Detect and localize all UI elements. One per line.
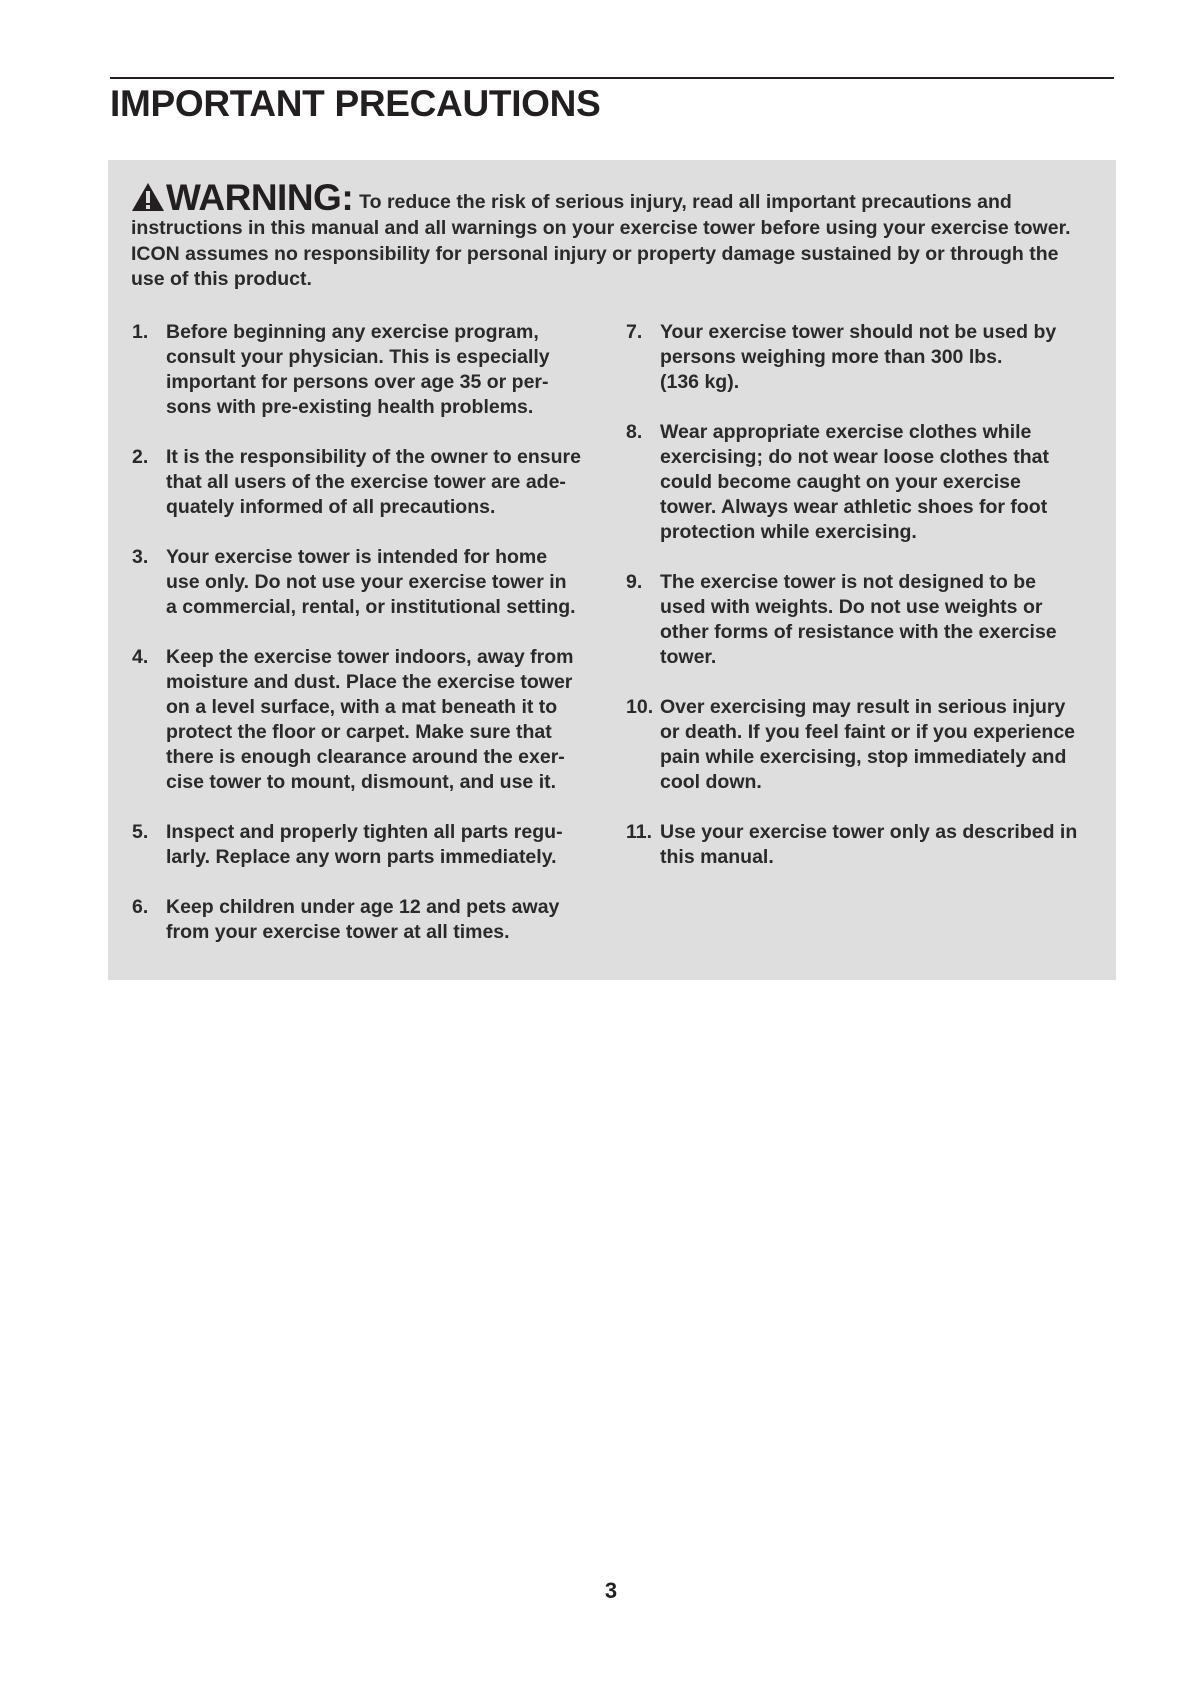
precaution-text-line: tower. Always wear athletic shoes for foot xyxy=(660,496,1048,518)
warning-intro: To reduce the risk of serious injury, read all important precautions and instructions in this manual and all warnings on your exercise tower before using your exercise tower. ICON assumes no responsibility for personal injury or property damage sustained by or through the use of this product. xyxy=(131,191,1071,291)
precaution-number: 10. xyxy=(626,696,654,718)
precaution-text-line: cool down. xyxy=(660,771,762,793)
precaution-number: 1. xyxy=(132,321,149,343)
precaution-number: 4. xyxy=(132,646,149,668)
precaution-item xyxy=(132,645,612,795)
precaution-text-line: Wear appropriate exercise clothes while xyxy=(660,421,1032,443)
precaution-number: 7. xyxy=(626,321,643,343)
precaution-item xyxy=(132,320,612,420)
precaution-item xyxy=(626,570,1106,670)
precaution-text-line: sons with pre-existing health problems. xyxy=(166,396,534,418)
top-rule xyxy=(110,77,1114,79)
precaution-text-line: important for persons over age 35 or per- xyxy=(166,371,549,393)
precautions-right-column xyxy=(626,320,1106,895)
precaution-text-line: or death. If you feel faint or if you experience xyxy=(660,721,1076,743)
precaution-text-line: larly. Replace any worn parts immediately. xyxy=(166,846,557,868)
precaution-number: 6. xyxy=(132,896,149,918)
precaution-item xyxy=(626,695,1106,795)
precaution-text-line: tower. xyxy=(660,646,717,668)
precaution-text-line: other forms of resistance with the exercise xyxy=(660,621,1057,643)
warning-heading xyxy=(131,177,354,218)
warning-box xyxy=(108,160,1116,980)
precaution-text-line: moisture and dust. Place the exercise tower xyxy=(166,671,573,693)
precaution-text-line: pain while exercising, stop immediately and xyxy=(660,746,1067,768)
warning-triangle-icon xyxy=(131,182,165,212)
precaution-text-line: protect the floor or carpet. Make sure that xyxy=(166,721,552,743)
precaution-text-line: Over exercising may result in serious injury xyxy=(660,696,1066,718)
precautions-left-column xyxy=(132,320,612,970)
precaution-number: 11. xyxy=(626,821,653,843)
precaution-number: 5. xyxy=(132,821,149,843)
warning-paragraph xyxy=(131,177,1091,293)
precaution-text-line: on a level surface, with a mat beneath it to xyxy=(166,696,558,718)
precaution-text-line: quately informed of all precautions. xyxy=(166,496,496,518)
precaution-text-line: cise tower to mount, dismount, and use it. xyxy=(166,771,557,793)
page-title: IMPORTANT PRECAUTIONS xyxy=(110,83,601,124)
precaution-text-line: there is enough clearance around the exer- xyxy=(166,746,565,768)
precaution-text-line: Inspect and properly tighten all parts regu- xyxy=(166,821,563,843)
precaution-text-line: a commercial, rental, or institutional setting. xyxy=(166,596,576,618)
precaution-text-line: (136 kg). xyxy=(660,371,740,393)
precaution-text-line: Before beginning any exercise program, xyxy=(166,321,539,343)
precaution-text-line: Keep the exercise tower indoors, away from xyxy=(166,646,574,668)
precaution-text-line: Keep children under age 12 and pets away xyxy=(166,896,560,918)
precaution-text-line: The exercise tower is not designed to be xyxy=(660,571,1037,593)
precaution-item xyxy=(132,820,612,870)
precaution-number: 3. xyxy=(132,546,149,568)
precaution-text-line: exercising; do not wear loose clothes that xyxy=(660,446,1050,468)
precaution-text-line: It is the responsibility of the owner to ensure xyxy=(166,446,581,468)
precaution-text-line: could become caught on your exercise xyxy=(660,471,1021,493)
precaution-item xyxy=(626,320,1106,395)
precaution-text-line: protection while exercising. xyxy=(660,521,917,543)
precaution-text-line: this manual. xyxy=(660,846,774,868)
precaution-text-line: from your exercise tower at all times. xyxy=(166,921,510,943)
precaution-text-line: Your exercise tower is intended for home xyxy=(166,546,548,568)
precaution-number: 9. xyxy=(626,571,643,593)
precaution-item xyxy=(132,545,612,620)
precaution-number: 8. xyxy=(626,421,643,443)
precaution-text-line: Your exercise tower should not be used by xyxy=(660,321,1057,343)
precaution-item xyxy=(132,895,612,945)
page-number: 3 xyxy=(604,1578,618,1603)
precaution-text-line: use only. Do not use your exercise tower in xyxy=(166,571,567,593)
precaution-number: 2. xyxy=(132,446,149,468)
precaution-item xyxy=(626,420,1106,545)
precaution-item xyxy=(626,820,1106,870)
warning-heading-label: WARNING: xyxy=(166,177,354,218)
precaution-text-line: persons weighing more than 300 lbs. xyxy=(660,346,1003,368)
precaution-text-line: consult your physician. This is especially xyxy=(166,346,550,368)
precaution-text-line: used with weights. Do not use weights or xyxy=(660,596,1043,618)
precaution-text-line: that all users of the exercise tower are ade- xyxy=(166,471,566,493)
precaution-text-line: Use your exercise tower only as described in xyxy=(660,821,1078,843)
precaution-item xyxy=(132,445,612,520)
